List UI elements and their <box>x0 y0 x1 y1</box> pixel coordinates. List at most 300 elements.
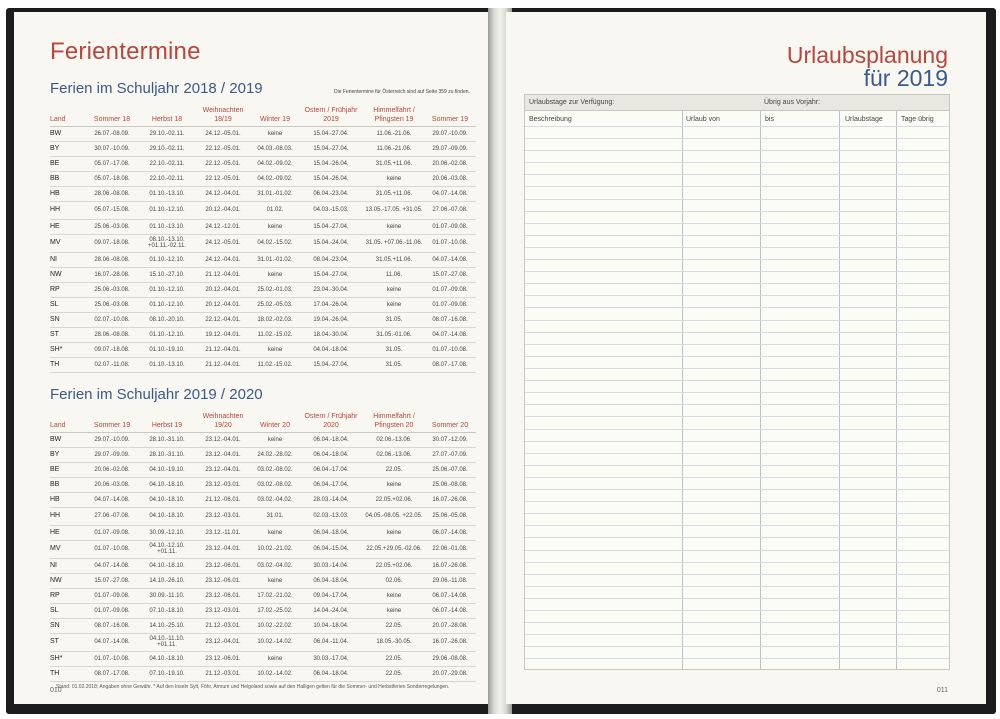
state-code: SL <box>50 603 84 618</box>
state-code: HH <box>50 201 84 219</box>
date-cell: 31.05.+11.06. <box>364 186 424 201</box>
table-row <box>50 603 476 618</box>
date-cell: 08.10.-13.10. +01.11.-02.11. <box>140 234 194 252</box>
state-code: TH <box>50 357 84 372</box>
date-cell: 01.07.-09.08. <box>84 525 140 540</box>
date-cell: 19.04.-26.04. <box>298 312 364 327</box>
column-header: Himmelfahrt / Pfingsten 19 <box>364 102 424 126</box>
date-cell: 04.03.-15.03. <box>298 201 364 219</box>
state-code: HB <box>50 186 84 201</box>
date-cell: 15.04.-26.04. <box>298 156 364 171</box>
date-cell: 06.04.-18.04. <box>298 525 364 540</box>
date-cell: 23.12.-04.01. <box>194 447 252 462</box>
table-row <box>50 558 476 573</box>
planner-rule <box>525 162 949 163</box>
date-cell: 28.10.-31.10. <box>140 447 194 462</box>
col-until: bis <box>765 116 774 123</box>
state-code: ST <box>50 327 84 342</box>
date-cell: 18.04.-30.04. <box>298 327 364 342</box>
date-cell: 22.05. <box>364 666 424 681</box>
date-cell: 04.07.-14.08. <box>424 252 476 267</box>
date-cell: 04.02.-09.02. <box>252 171 298 186</box>
date-cell: 21.12.-03.01. <box>194 618 252 633</box>
table-row <box>50 342 476 357</box>
date-cell: 29.07.-10.09. <box>84 432 140 447</box>
planner-rule <box>525 525 949 526</box>
date-cell: 25.06.-03.08. <box>84 219 140 234</box>
date-cell: 01.07.-09.08. <box>424 219 476 234</box>
date-cell: 01.10.-19.10. <box>140 342 194 357</box>
date-cell: 29.10.-02.11. <box>140 126 194 141</box>
date-cell: 28.06.-08.08. <box>84 252 140 267</box>
date-cell: 23.12.-11.01. <box>194 525 252 540</box>
table-row <box>50 267 476 282</box>
date-cell: 03.02.-04.02. <box>252 558 298 573</box>
planner-rule <box>525 295 949 296</box>
planner-rule <box>525 453 949 454</box>
date-cell: 23.12.-03.01. <box>194 477 252 492</box>
date-cell: 20.06.-03.08. <box>84 477 140 492</box>
holiday-table-2018 <box>50 102 476 373</box>
planner-rule <box>525 562 949 563</box>
state-code: NW <box>50 267 84 282</box>
available-days-label: Urlaubstage zur Verfügung: <box>529 99 615 106</box>
state-code: NW <box>50 573 84 588</box>
date-cell: 22.12.-05.01. <box>194 156 252 171</box>
planner-rule <box>525 174 949 175</box>
date-cell: 22.05.+02.06. <box>364 492 424 507</box>
date-cell: 06.04.-17.04. <box>298 462 364 477</box>
date-cell: 01.07.-09.08. <box>84 603 140 618</box>
planner-rule <box>525 465 949 466</box>
date-cell: 31.01.-01.02. <box>252 186 298 201</box>
state-code: SL <box>50 297 84 312</box>
date-cell: 20.12.-04.01. <box>194 297 252 312</box>
date-cell: 30.07.-10.09. <box>84 141 140 156</box>
date-cell: 08.07.-16.08. <box>424 312 476 327</box>
vacation-planner-table <box>524 94 950 670</box>
date-cell: 14.10.-26.10. <box>140 573 194 588</box>
planner-rule <box>525 646 949 647</box>
date-cell: 02.06. <box>364 573 424 588</box>
date-cell: 31.05.+11.06. <box>364 156 424 171</box>
date-cell: keine <box>252 342 298 357</box>
date-cell: 23.12.-04.01. <box>194 540 252 558</box>
table-row <box>50 126 476 141</box>
date-cell: 06.04.-11.04. <box>298 633 364 651</box>
date-cell: 03.02.-08.02. <box>252 462 298 477</box>
planner-rule <box>525 537 949 538</box>
date-cell: 25.02.-01.03. <box>252 282 298 297</box>
date-cell: 06.07.-14.08. <box>424 588 476 603</box>
state-code: HB <box>50 492 84 507</box>
date-cell: 04.02.-09.02. <box>252 156 298 171</box>
column-header: Weihnachten 19/20 <box>194 408 252 432</box>
date-cell: 01.10.-13.10. <box>140 357 194 372</box>
page-number-left: 010 <box>50 687 62 694</box>
date-cell: 02.03.-13.03. <box>298 507 364 525</box>
date-cell: 20.06.-02.08. <box>424 156 476 171</box>
date-cell: 02.07.-10.08. <box>84 312 140 327</box>
date-cell: 15.07.-27.08. <box>84 573 140 588</box>
date-cell: 16.07.-26.08. <box>424 492 476 507</box>
date-cell: 04.10.-18.10. <box>140 558 194 573</box>
date-cell: keine <box>364 588 424 603</box>
date-cell: 01.10.-13.10. <box>140 219 194 234</box>
column-header: Ostern / Frühjahr 2020 <box>298 408 364 432</box>
date-cell: 23.12.-06.01. <box>194 558 252 573</box>
column-header: Sommer 19 <box>84 408 140 432</box>
date-cell: 27.06.-07.08. <box>424 201 476 219</box>
planner-rule <box>525 598 949 599</box>
date-cell: 05.07.-18.08. <box>84 171 140 186</box>
date-cell: 31.05. <box>364 357 424 372</box>
date-cell: 23.12.-06.01. <box>194 588 252 603</box>
state-code: ST <box>50 633 84 651</box>
planner-rule <box>525 477 949 478</box>
date-cell: 01.07.-09.08. <box>424 297 476 312</box>
planner-rule <box>525 658 949 659</box>
date-cell: 25.06.-07.08. <box>424 462 476 477</box>
date-cell: 29.06.-11.08. <box>424 573 476 588</box>
date-cell: 10.02.-21.02. <box>252 540 298 558</box>
planner-rule <box>525 513 949 514</box>
col-remaining: Tage übrig <box>901 116 934 123</box>
date-cell: 08.10.-20.10. <box>140 312 194 327</box>
date-cell: 10.04.-18.04. <box>298 618 364 633</box>
date-cell: keine <box>252 573 298 588</box>
date-cell: 04.10.-18.10. <box>140 507 194 525</box>
date-cell: 22.12.-05.01. <box>194 171 252 186</box>
table-title-2018: Ferien im Schuljahr 2018 / 2019 <box>50 80 263 97</box>
column-header: Himmelfahrt / Pfingsten 20 <box>364 408 424 432</box>
date-cell: 15.04.-27.04. <box>298 141 364 156</box>
date-cell: 04.10.-18.10. <box>140 492 194 507</box>
state-code: RP <box>50 282 84 297</box>
planner-rule <box>525 320 949 321</box>
table-row <box>50 462 476 477</box>
date-cell: 16.07.-28.08. <box>84 267 140 282</box>
date-cell: 04.07.-14.08. <box>424 327 476 342</box>
date-cell: 22.10.-02.11. <box>140 156 194 171</box>
date-cell: keine <box>252 219 298 234</box>
date-cell: 31.05. +07.06.-11.06. <box>364 234 424 252</box>
date-cell: 15.07.-27.08. <box>424 267 476 282</box>
planner-rule <box>525 622 949 623</box>
date-cell: 01.07.-09.08. <box>84 588 140 603</box>
table-row <box>50 651 476 666</box>
date-cell: 15.04.-27.04. <box>298 267 364 282</box>
date-cell: 25.06.-03.08. <box>84 297 140 312</box>
table-row <box>50 447 476 462</box>
planner-rule <box>525 368 949 369</box>
date-cell: 04.07.-14.08. <box>84 633 140 651</box>
date-cell: keine <box>364 603 424 618</box>
date-cell: keine <box>364 282 424 297</box>
date-cell: 01.07.-10.08. <box>84 540 140 558</box>
date-cell: 02.06.-13.06. <box>364 447 424 462</box>
table-row <box>50 201 476 219</box>
planner-rule <box>525 259 949 260</box>
date-cell: 15.04.-24.04. <box>298 234 364 252</box>
date-cell: 28.10.-31.10. <box>140 432 194 447</box>
column-header: Sommer 18 <box>84 102 140 126</box>
column-header: Herbst 18 <box>140 102 194 126</box>
date-cell: 02.07.-11.08. <box>84 357 140 372</box>
table-row <box>50 666 476 681</box>
column-header: Winter 20 <box>252 408 298 432</box>
planner-rule <box>525 634 949 635</box>
date-cell: 22.05.+29.05.-02.06. <box>364 540 424 558</box>
state-code: MV <box>50 234 84 252</box>
page-number-right: 011 <box>936 687 948 694</box>
state-code: BY <box>50 141 84 156</box>
date-cell: 21.12.-04.01. <box>194 342 252 357</box>
date-cell: 01.10.-12.10. <box>140 297 194 312</box>
date-cell: 16.07.-26.08. <box>424 633 476 651</box>
date-cell: 04.03.-08.03. <box>252 141 298 156</box>
date-cell: 15.10.-27.10. <box>140 267 194 282</box>
date-cell: 06.04.-18.04. <box>298 573 364 588</box>
planner-rule <box>525 416 949 417</box>
date-cell: 23.12.-04.01. <box>194 432 252 447</box>
date-cell: 07.10.-19.10. <box>140 666 194 681</box>
date-cell: 21.12.-04.01. <box>194 267 252 282</box>
planner-rule <box>525 138 949 139</box>
date-cell: 14.04.-24.04. <box>298 603 364 618</box>
table-row <box>50 297 476 312</box>
date-cell: 01.10.-12.10. <box>140 282 194 297</box>
date-cell: 25.06.-08.08. <box>424 477 476 492</box>
date-cell: 23.12.-04.01. <box>194 462 252 477</box>
date-cell: 01.07.-10.08. <box>84 651 140 666</box>
table-row <box>50 312 476 327</box>
date-cell: 19.12.-04.01. <box>194 327 252 342</box>
date-cell: 27.06.-07.08. <box>84 507 140 525</box>
table-row <box>50 525 476 540</box>
date-cell: 04.04.-18.04. <box>298 342 364 357</box>
date-cell: 06.04.-17.04. <box>298 477 364 492</box>
date-cell: keine <box>364 297 424 312</box>
planner-rule <box>525 307 949 308</box>
date-cell: 06.04.-15.04. <box>298 540 364 558</box>
date-cell: 04.10.-18.10. <box>140 651 194 666</box>
planner-rule <box>525 574 949 575</box>
date-cell: 03.02.-04.02. <box>252 492 298 507</box>
date-cell: 31.05. <box>364 342 424 357</box>
table-row <box>50 477 476 492</box>
table-row <box>50 282 476 297</box>
date-cell: 31.01.-01.02. <box>252 252 298 267</box>
date-cell: 08.07.-17.08. <box>424 357 476 372</box>
planner-rule <box>525 404 949 405</box>
column-header: Sommer 19 <box>424 102 476 126</box>
date-cell: 17.02.-25.02. <box>252 603 298 618</box>
austria-note: Die Ferientermine für Österreich sind auf Seite 359 zu finden. <box>334 89 470 95</box>
date-cell: 21.12.-04.01. <box>194 357 252 372</box>
state-code: HE <box>50 525 84 540</box>
date-cell: 26.07.-08.09. <box>84 126 140 141</box>
date-cell: 29.07.-09.09. <box>424 141 476 156</box>
table-row <box>50 186 476 201</box>
state-code: BW <box>50 432 84 447</box>
state-code: MV <box>50 540 84 558</box>
date-cell: 11.02.-15.02. <box>252 357 298 372</box>
planner-rule <box>525 247 949 248</box>
right-page <box>506 12 986 704</box>
date-cell: 20.06.-03.08. <box>424 171 476 186</box>
date-cell: 06.07.-14.08. <box>424 603 476 618</box>
date-cell: 22.10.-02.11. <box>140 171 194 186</box>
date-cell: 07.10.-18.10. <box>140 603 194 618</box>
planner-rule <box>525 429 949 430</box>
date-cell: 01.07.-10.08. <box>424 342 476 357</box>
state-code: SH* <box>50 342 84 357</box>
date-cell: 04.02.-15.02. <box>252 234 298 252</box>
date-cell: keine <box>252 651 298 666</box>
date-cell: 15.04.-27.04. <box>298 357 364 372</box>
date-cell: 04.07.-14.08. <box>84 558 140 573</box>
date-cell: 10.02.-14.02. <box>252 633 298 651</box>
planner-rule <box>525 489 949 490</box>
planner-rule <box>525 283 949 284</box>
date-cell: 23.12.-03.01. <box>194 603 252 618</box>
date-cell: 16.07.-26.08. <box>424 558 476 573</box>
planner-rule <box>525 199 949 200</box>
table-row <box>50 141 476 156</box>
state-code: SH* <box>50 651 84 666</box>
date-cell: 01.10.-12.10. <box>140 201 194 219</box>
date-cell: 31.05.+11.06. <box>364 252 424 267</box>
date-cell: 09.04.-17.04. <box>298 588 364 603</box>
date-cell: 18.05.-30.05. <box>364 633 424 651</box>
date-cell: 23.12.-06.01. <box>194 573 252 588</box>
state-code: BY <box>50 447 84 462</box>
date-cell: 31.05.-01.06. <box>364 327 424 342</box>
date-cell: 29.10.-02.11. <box>140 141 194 156</box>
left-page <box>14 12 494 704</box>
col-from: Urlaub von <box>686 116 720 123</box>
state-code: BW <box>50 126 84 141</box>
date-cell: 14.10.-25.10. <box>140 618 194 633</box>
date-cell: 24.12.-12.01. <box>194 219 252 234</box>
planner-rule <box>525 380 949 381</box>
date-cell: 24.02.-28.02. <box>252 447 298 462</box>
planner-rule <box>525 186 949 187</box>
planner-rule <box>525 392 949 393</box>
state-code: SN <box>50 618 84 633</box>
planner-rule <box>525 211 949 212</box>
date-cell: 04.10.-18.10. <box>140 477 194 492</box>
date-cell: 11.06. <box>364 267 424 282</box>
state-code: HH <box>50 507 84 525</box>
table-row <box>50 252 476 267</box>
date-cell: 30.03.-17.04. <box>298 651 364 666</box>
column-header: Herbst 19 <box>140 408 194 432</box>
date-cell: 22.06.-01.08. <box>424 540 476 558</box>
date-cell: 11.06.-21.06. <box>364 126 424 141</box>
date-cell: 21.12.-03.01. <box>194 666 252 681</box>
date-cell: keine <box>252 267 298 282</box>
planner-rule <box>525 550 949 551</box>
planner-rule <box>525 586 949 587</box>
date-cell: 28.03.-14.04. <box>298 492 364 507</box>
col-description: Beschreibung <box>529 116 572 123</box>
date-cell: 09.07.-18.08. <box>84 234 140 252</box>
holiday-table-2019 <box>50 408 476 682</box>
table-row <box>50 156 476 171</box>
date-cell: 30.09.-12.10. <box>140 525 194 540</box>
date-cell: 17.02.-21.02. <box>252 588 298 603</box>
date-cell: keine <box>364 219 424 234</box>
planner-rule <box>525 610 949 611</box>
footnote: Stand: 01.02.2018; Angaben ohne Gewähr. * Auf den Inseln Sylt, Föhr, Amrum und Helgoland sowie auf den Halligen gelten für die Sommer- und Herbstferien Sonderregelungen. <box>56 684 450 690</box>
date-cell: 15.04.-27.04. <box>298 219 364 234</box>
column-header: Ostern / Frühjahr 2019 <box>298 102 364 126</box>
planner-rule <box>525 235 949 236</box>
date-cell: 20.12.-04.01. <box>194 201 252 219</box>
column-header: Weihnachten 18/19 <box>194 102 252 126</box>
page-title: Ferientermine <box>50 38 201 65</box>
date-cell: 27.07.-07.09. <box>424 447 476 462</box>
date-cell: 10.02.-14.02. <box>252 666 298 681</box>
table-row <box>50 327 476 342</box>
date-cell: keine <box>252 126 298 141</box>
date-cell: 01.10.-12.10. <box>140 327 194 342</box>
date-cell: 01.10.-12.10. <box>140 252 194 267</box>
date-cell: 22.05. <box>364 462 424 477</box>
date-cell: 04.05.-08.05. +22.05. <box>364 507 424 525</box>
date-cell: 05.07.-17.08. <box>84 156 140 171</box>
date-cell: 04.07.-14.08. <box>84 492 140 507</box>
date-cell: 08.04.-23.04. <box>298 252 364 267</box>
date-cell: 11.02.-15.02. <box>252 327 298 342</box>
table-row <box>50 492 476 507</box>
date-cell: 30.03.-14.04. <box>298 558 364 573</box>
date-cell: keine <box>364 525 424 540</box>
planner-rule <box>525 501 949 502</box>
date-cell: 04.10.-11.10. +01.11. <box>140 633 194 651</box>
date-cell: 22.12.-05.01. <box>194 141 252 156</box>
date-cell: 20.07.-29.08. <box>424 666 476 681</box>
date-cell: 01.02. <box>252 201 298 219</box>
date-cell: 05.07.-15.08. <box>84 201 140 219</box>
col-days: Urlaubstage <box>845 116 883 123</box>
date-cell: 17.04.-26.04. <box>298 297 364 312</box>
table-row <box>50 633 476 651</box>
date-cell: 24.12.-05.01. <box>194 234 252 252</box>
state-code: NI <box>50 558 84 573</box>
date-cell: 22.05. <box>364 651 424 666</box>
table-row <box>50 588 476 603</box>
planner-rule <box>525 344 949 345</box>
table-row <box>50 432 476 447</box>
state-code: BB <box>50 171 84 186</box>
date-cell: 25.06.-03.08. <box>84 282 140 297</box>
state-code: RP <box>50 588 84 603</box>
table-row <box>50 540 476 558</box>
table-row <box>50 507 476 525</box>
date-cell: 28.06.-08.08. <box>84 327 140 342</box>
state-code: HE <box>50 219 84 234</box>
date-cell: 22.05.+02.06. <box>364 558 424 573</box>
state-code: BE <box>50 156 84 171</box>
column-header: Land <box>50 408 84 432</box>
remaining-days-label: Übrig aus Vorjahr: <box>764 99 821 106</box>
table-row <box>50 618 476 633</box>
date-cell: 06.04.-18.04. <box>298 447 364 462</box>
planning-title: Urlaubsplanung <box>786 42 948 68</box>
